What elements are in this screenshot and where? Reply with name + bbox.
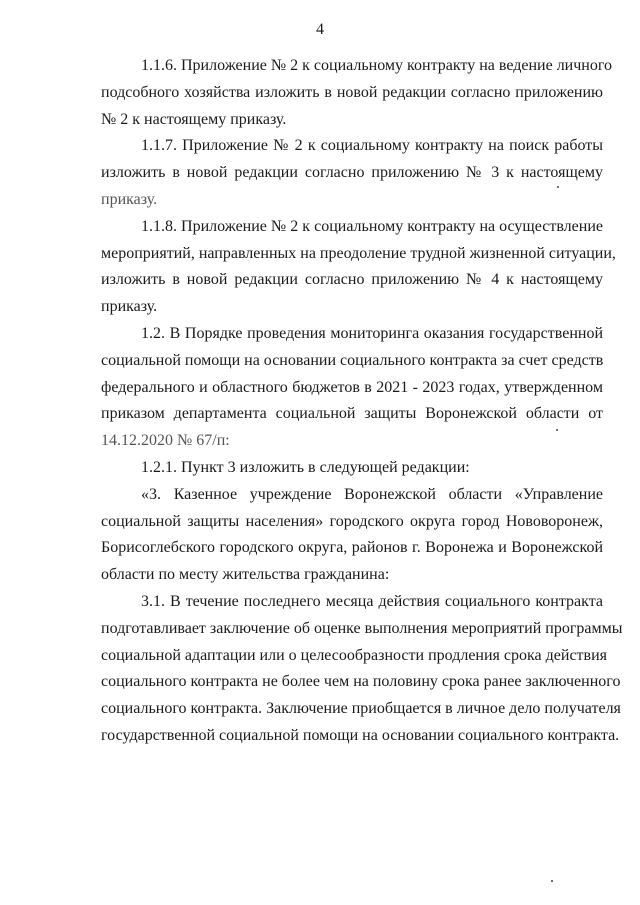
paragraph-1-1-7 bbox=[101, 133, 603, 213]
text-line: Борисоглебского городского округа, районов г. Воронежа и Воронежской bbox=[101, 539, 603, 557]
text-line: социального контракта. Заключение приобщается в личное дело получателя bbox=[101, 700, 621, 718]
text-line: приказу. bbox=[101, 298, 158, 316]
text-line: 3.1. В течение последнего месяца действия социального контракта bbox=[141, 592, 603, 610]
text-line: приказом департамента социальной защиты Воронежской области от bbox=[101, 405, 603, 423]
text-line: «3. Казенное учреждение Воронежской области «Управление bbox=[141, 485, 603, 503]
text-line: подсобного хозяйства изложить в новой редакции согласно приложению bbox=[101, 83, 603, 101]
text-line: № 2 к настоящему приказу. bbox=[101, 110, 287, 128]
paragraph-1-1-6 bbox=[101, 53, 613, 133]
text-line: федерального и областного бюджетов в 2021 - 2023 годах, утвержденном bbox=[101, 378, 603, 396]
text-line: приказу. bbox=[101, 190, 158, 208]
text-line: изложить в новой редакции согласно приложению № 3 к настоящему bbox=[101, 164, 603, 182]
scan-speck bbox=[551, 880, 553, 882]
text-line: 1.1.7. Приложение № 2 к социальному контракту на поиск работы bbox=[141, 137, 603, 155]
text-line: социального контракта не более чем на половину срока ранее заключенного bbox=[101, 673, 621, 691]
text-line: государственной социальной помощи на основании социального контракта. bbox=[101, 726, 620, 744]
text-line: 1.2.1. Пункт 3 изложить в следующей редакции: bbox=[141, 458, 470, 476]
paragraph-3 bbox=[101, 482, 603, 589]
scan-speck bbox=[556, 429, 558, 431]
text-line: 1.1.8. Приложение № 2 к социальному контракту на осуществление bbox=[141, 217, 603, 235]
text-line: области по месту жительства гражданина: bbox=[101, 566, 390, 584]
paragraph-1-1-8 bbox=[101, 214, 616, 321]
page-number: 4 bbox=[316, 21, 324, 38]
text-line: социальной помощи на основании социального контракта за счет средств bbox=[101, 351, 604, 369]
paragraph-1-2-1 bbox=[101, 455, 603, 482]
text-line: 14.12.2020 № 67/п: bbox=[101, 432, 230, 450]
text-line: изложить в новой редакции согласно приложению № 4 к настоящему bbox=[101, 271, 603, 289]
paragraph-3-1 bbox=[101, 589, 623, 750]
text-line: 1.1.6. Приложение № 2 к социальному контракту на ведение личного bbox=[141, 57, 613, 74]
text-line: подготавливает заключение об оценке выполнения мероприятий программы bbox=[101, 619, 623, 637]
text-line: социальной адаптации или о целесообразности продления срока действия bbox=[101, 646, 608, 664]
document-body bbox=[101, 53, 623, 750]
scan-speck bbox=[557, 186, 559, 188]
text-line: 1.2. В Порядке проведения мониторинга оказания государственной bbox=[141, 324, 603, 342]
text-line: мероприятий, направленных на преодоление трудной жизненной ситуации, bbox=[101, 244, 616, 262]
text-line: социальной защиты населения» городского округа город Нововоронеж, bbox=[101, 512, 603, 530]
paragraph-1-2 bbox=[101, 321, 603, 455]
